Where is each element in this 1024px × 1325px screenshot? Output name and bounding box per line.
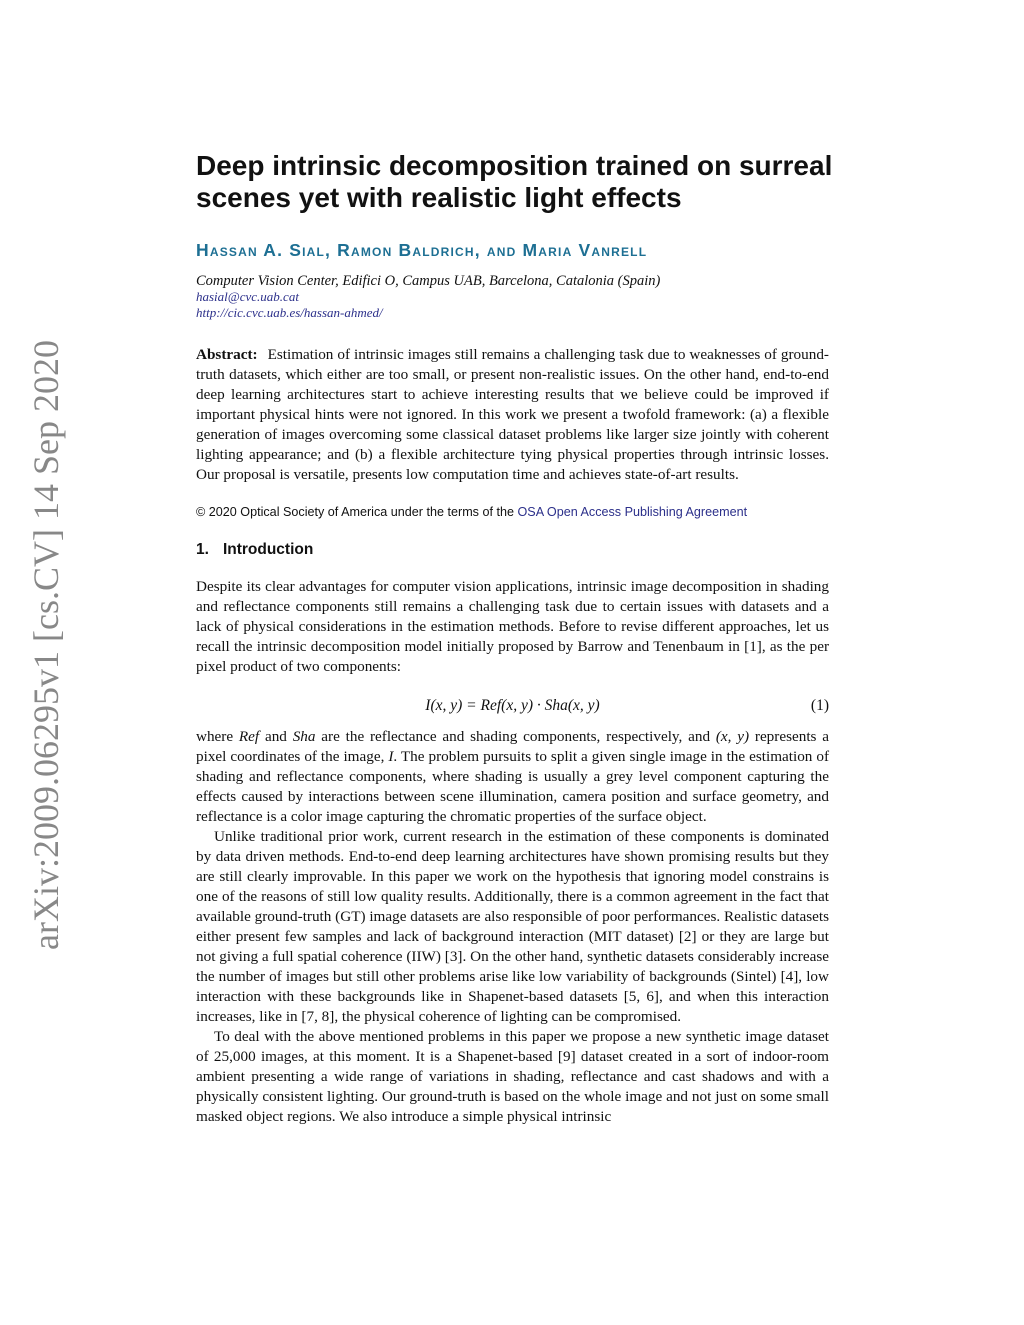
author-homepage-link[interactable]: http://cic.cvc.uab.es/hassan-ahmed/ (196, 305, 383, 320)
author-list: Hassan A. Sial, Ramon Baldrich, and Maria Vanrell (196, 240, 648, 260)
p2-text-3: are the reflectance and shading components, respectively, and (315, 728, 716, 745)
copyright-notice (196, 505, 829, 519)
affiliation-block (196, 273, 829, 321)
author-email-link[interactable]: hasial@cvc.uab.cat (196, 289, 299, 304)
equation-1 (196, 697, 829, 719)
math-i: I (388, 748, 394, 765)
intro-paragraph-4: To deal with the above mentioned problems in this paper we propose a new synthetic image dataset of 25,000 images, at this moment. It is a Shapenet-based [9] dataset created in a sort of indoor-room ambient presenting a wide range of variations in shading, reflectance and cast shadows and with a physically consistent lighting. Our ground-truth is based on the whole image and not just on some small masked object regions. We also introduce a simple physical intrinsic (196, 1028, 829, 1125)
equation-number: (1) (810, 697, 829, 714)
institution: Computer Vision Center, Edifici O, Campus UAB, Barcelona, Catalonia (Spain) (196, 273, 661, 289)
section-number: 1. (196, 541, 209, 558)
section-title: Introduction (222, 541, 314, 558)
intro-paragraph-1: Despite its clear advantages for computer vision applications, intrinsic image decomposition in shading and reflectance components still remains a challenging task due to certain issues with datasets and a lack of physical considerations in the estimation methods. Before to revise different approaches, let us recall the intrinsic decomposition model initially proposed by Barrow and Tenenbaum in [1], as the per pixel product of two components: (196, 578, 829, 675)
abstract-label: Abstract: (196, 346, 258, 363)
osa-agreement-link[interactable]: OSA Open Access Publishing Agreement (517, 505, 748, 519)
copyright-text: © 2020 Optical Society of America under the terms of the (196, 505, 518, 519)
math-sha: Sha (292, 728, 316, 745)
paper-page (196, 150, 833, 1127)
math-ref: Ref (238, 728, 260, 745)
p2-text-1: where (196, 728, 239, 745)
arxiv-identifier: arXiv:2009.06295v1 [cs.CV] 14 Sep 2020 (26, 340, 66, 950)
p2-text-5: . The problem pursuits to split a given single image in the estimation of shading and reflectance components, where shading is usually a grey level component capturing the effects caused by interactions between scene illumination, camera position and surface geometry, and reflectance is a color image capturing the chromatic properties of the surface object. (196, 748, 830, 825)
math-xy: (x, y) (715, 728, 750, 745)
p2-text-2: and (259, 728, 293, 745)
section-heading-introduction (196, 541, 829, 559)
abstract-text: Estimation of intrinsic images still remains a challenging task due to weaknesses of ground-truth datasets, which either are too small, or present non-realistic issues. On the other hand, end-to-end deep learning architectures start to achieve interesting results that we believe could be improved if important physical hints were not ignored. In this work we present a twofold framework: (a) a flexible generation of images overcoming some classical dataset problems like larger size jointly with coherent lighting appearance; and (b) a flexible architecture tying physical properties through intrinsic losses. Our proposal is versatile, presents low computation time and achieves state-of-art results. (196, 346, 829, 483)
paper-title: Deep intrinsic decomposition trained on surreal scenes yet with realistic light effects (196, 150, 833, 213)
intro-paragraph-3: Unlike traditional prior work, current research in the estimation of these components is dominated by data driven methods. End-to-end deep learning architectures have shown promising results but they are still clearly improvable. In this paper we work on the hypothesis that ignoring model constrains is one of the reasons of still low quality results. Additionally, there is a common agreement in the fact that available ground-truth (GT) image datasets are also responsible of poor performances. Realistic datasets either present few samples and lack of background interaction (MIT dataset) [2] or they are large but not giving a full spatial coherence (IIW) [3]. On the other hand, synthetic datasets considerably increase the number of images but still other problems arise like low variability of backgrounds (Sintel) [4], low interaction with these backgrounds like in Shapenet-based datasets [5, 6], and when this interaction increases, like in [7, 8], the physical coherence of lighting can be compromised. (196, 828, 830, 1025)
equation-formula: I(x, y) = Ref(x, y) · Sha(x, y) (425, 697, 600, 714)
p2-text-4: represents a pixel coordinates of the image, (196, 728, 829, 765)
intro-paragraph-2 (196, 727, 829, 827)
abstract (196, 345, 829, 485)
